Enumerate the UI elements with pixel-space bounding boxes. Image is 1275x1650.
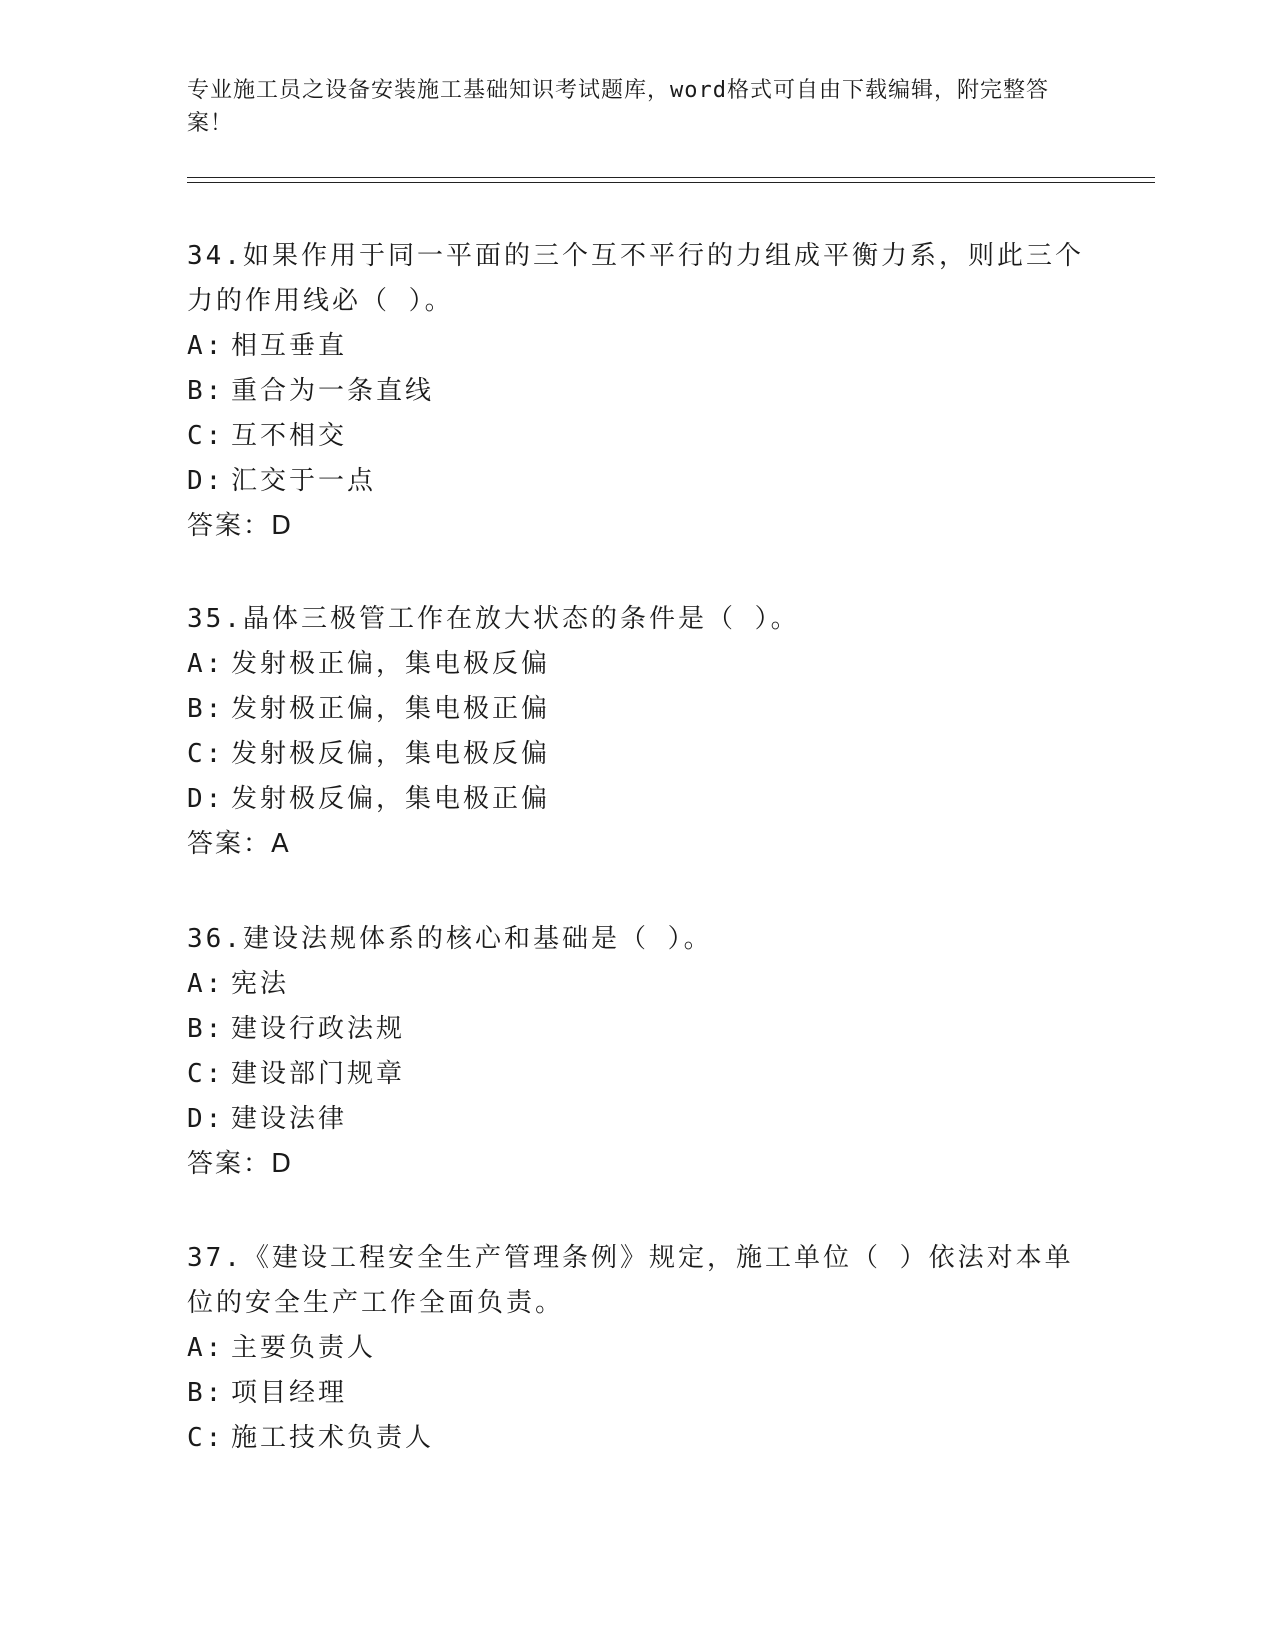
option-letter: D: [187, 1104, 225, 1134]
option-letter: A: [187, 331, 225, 361]
question-37 [187, 1236, 1087, 1461]
header-divider-top [187, 177, 1155, 178]
option-c [187, 1416, 1087, 1461]
question-stem: 36.建设法规体系的核心和基础是（ ）。 [187, 924, 713, 954]
option-text: 重合为一条直线 [231, 376, 435, 406]
option-letter: C: [187, 1423, 225, 1453]
question-stem: 35.晶体三极管工作在放大状态的条件是（ ）。 [187, 604, 800, 634]
option-c [187, 414, 1087, 459]
option-d [187, 459, 1087, 504]
option-letter: A: [187, 1333, 225, 1363]
question-stem: 37.《建设工程安全生产管理条例》规定，施工单位（ ）依法对本单位的安全生产工作全面负责。 [187, 1243, 1074, 1318]
option-text: 建设法律 [231, 1104, 348, 1134]
option-text: 发射极正偏，集电极反偏 [231, 649, 551, 679]
option-text: 宪法 [231, 969, 290, 999]
option-letter: A: [187, 649, 225, 679]
option-letter: C: [187, 1059, 225, 1089]
option-b [187, 1371, 1087, 1416]
option-letter: C: [187, 421, 225, 451]
question-35 [187, 597, 1087, 867]
option-a [187, 1326, 1087, 1371]
option-text: 互不相交 [231, 421, 348, 451]
option-d [187, 1097, 1087, 1142]
option-letter: A: [187, 969, 225, 999]
option-text: 建设部门规章 [231, 1059, 406, 1089]
option-text: 项目经理 [231, 1378, 348, 1408]
option-letter: B: [187, 1014, 225, 1044]
option-c [187, 732, 1087, 777]
answer-line: 答案：A [187, 829, 291, 859]
option-letter: C: [187, 739, 225, 769]
option-text: 发射极反偏，集电极反偏 [231, 739, 551, 769]
question-stem: 34.如果作用于同一平面的三个互不平行的力组成平衡力系，则此三个力的作用线必（ ）。 [187, 241, 1084, 316]
option-c [187, 1052, 1087, 1097]
option-a [187, 324, 1087, 369]
option-text: 发射极正偏，集电极正偏 [231, 694, 551, 724]
question-36 [187, 917, 1087, 1187]
header-divider-bottom [187, 182, 1155, 183]
option-letter: B: [187, 1378, 225, 1408]
document-header: 专业施工员之设备安装施工基础知识考试题库，word格式可自由下载编辑，附完整答案！ [187, 78, 1049, 136]
option-letter: B: [187, 376, 225, 406]
option-b [187, 687, 1087, 732]
option-letter: D: [187, 466, 225, 496]
option-text: 施工技术负责人 [231, 1423, 435, 1453]
answer-line: 答案：D [187, 1149, 294, 1179]
option-b [187, 1007, 1087, 1052]
option-text: 主要负责人 [231, 1333, 377, 1363]
option-b [187, 369, 1087, 414]
option-a [187, 642, 1087, 687]
answer-line: 答案：D [187, 511, 294, 541]
option-letter: B: [187, 694, 225, 724]
option-a [187, 962, 1087, 1007]
option-text: 发射极反偏，集电极正偏 [231, 784, 551, 814]
option-text: 建设行政法规 [231, 1014, 406, 1044]
option-letter: D: [187, 784, 225, 814]
option-text: 相互垂直 [231, 331, 348, 361]
question-34 [187, 234, 1087, 549]
option-d [187, 777, 1087, 822]
option-text: 汇交于一点 [231, 466, 377, 496]
